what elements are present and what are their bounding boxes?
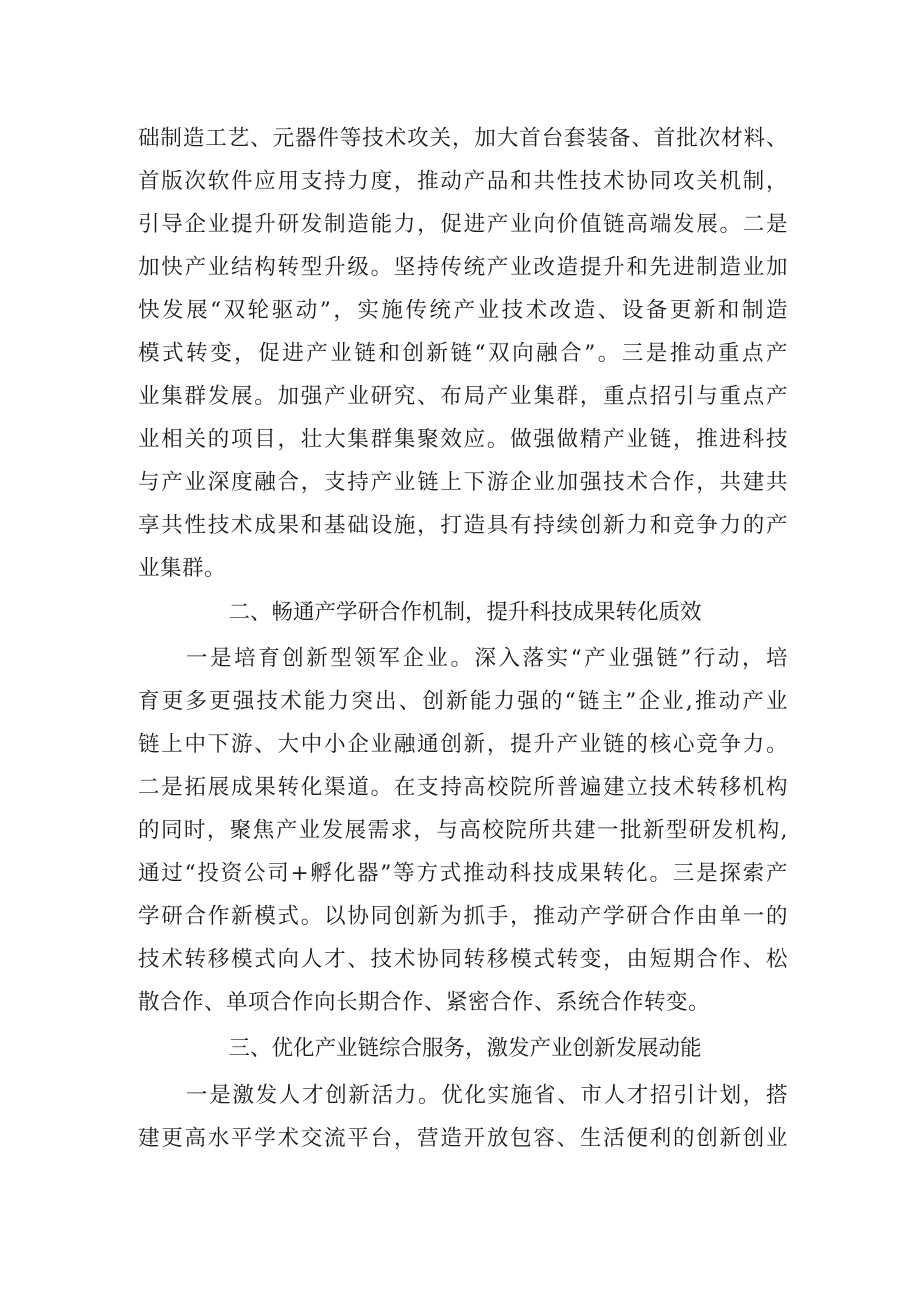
paragraph-line: 加快产业结构转型升级。坚持传统产业改造提升和先进制造业加 [138,255,788,280]
paragraph-line: 享共性技术成果和基础设施，打造具有持续创新力和竞争力的产 [138,513,788,538]
paragraph-line: 通过“投资公司+孵化器”等方式推动科技成果转化。三是探索产 [138,861,788,886]
paragraph-line: 育更多更强技术能力突出、创新能力强的“链主”企业,推动产业 [138,689,788,714]
paragraph-line: 业相关的项目，壮大集群集聚效应。做强做精产业链，推进科技 [138,427,788,452]
paragraph-line: 技术转移模式向人才、技术协同转移模式转变，由短期合作、松 [138,947,788,972]
paragraph-line: 的同时，聚焦产业发展需求，与高校院所共建一批新型研发机构, [138,818,788,843]
paragraph-line: 快发展“双轮驱动”，实施传统产业技术改造、设备更新和制造 [138,298,788,323]
paragraph-line: 一是激发人才创新活力。优化实施省、市人才招引计划，搭 [186,1083,788,1108]
section-heading: 三、优化产业链综合服务，激发产业创新发展动能 [228,1036,702,1061]
paragraph-line: 散合作、单项合作向长期合作、紧密合作、系统合作转变。 [138,990,711,1015]
paragraph-line: 链上中下游、大中小企业融通创新，提升产业链的核心竞争力。 [138,732,788,757]
paragraph-line: 业集群发展。加强产业研究、布局产业集群，重点招引与重点产 [138,384,788,409]
paragraph-line: 模式转变，促进产业链和创新链“双向融合”。三是推动重点产 [138,341,788,366]
paragraph-line: 引导企业提升研发制造能力，促进产业向价值链高端发展。二是 [138,212,788,237]
section-heading: 二、畅通产学研合作机制，提升科技成果转化质效 [228,600,702,625]
paragraph-line: 与产业深度融合，支持产业链上下游企业加强技术合作，共建共 [138,470,788,495]
paragraph-line: 首版次软件应用支持力度，推动产品和共性技术协同攻关机制， [138,169,788,194]
paragraph-line: 学研合作新模式。以协同创新为抓手，推动产学研合作由单一的 [138,904,788,929]
paragraph-line: 一是培育创新型领军企业。深入落实“产业强链”行动，培 [186,646,788,671]
paragraph-line: 业集群。 [138,556,227,581]
paragraph-line: 建更高水平学术交流平台，营造开放包容、生活便利的创新创业 [138,1126,788,1151]
paragraph-line: 二是拓展成果转化渠道。在支持高校院所普遍建立技术转移机构 [138,775,788,800]
paragraph-line: 础制造工艺、元器件等技术攻关，加大首台套装备、首批次材料、 [138,126,788,151]
